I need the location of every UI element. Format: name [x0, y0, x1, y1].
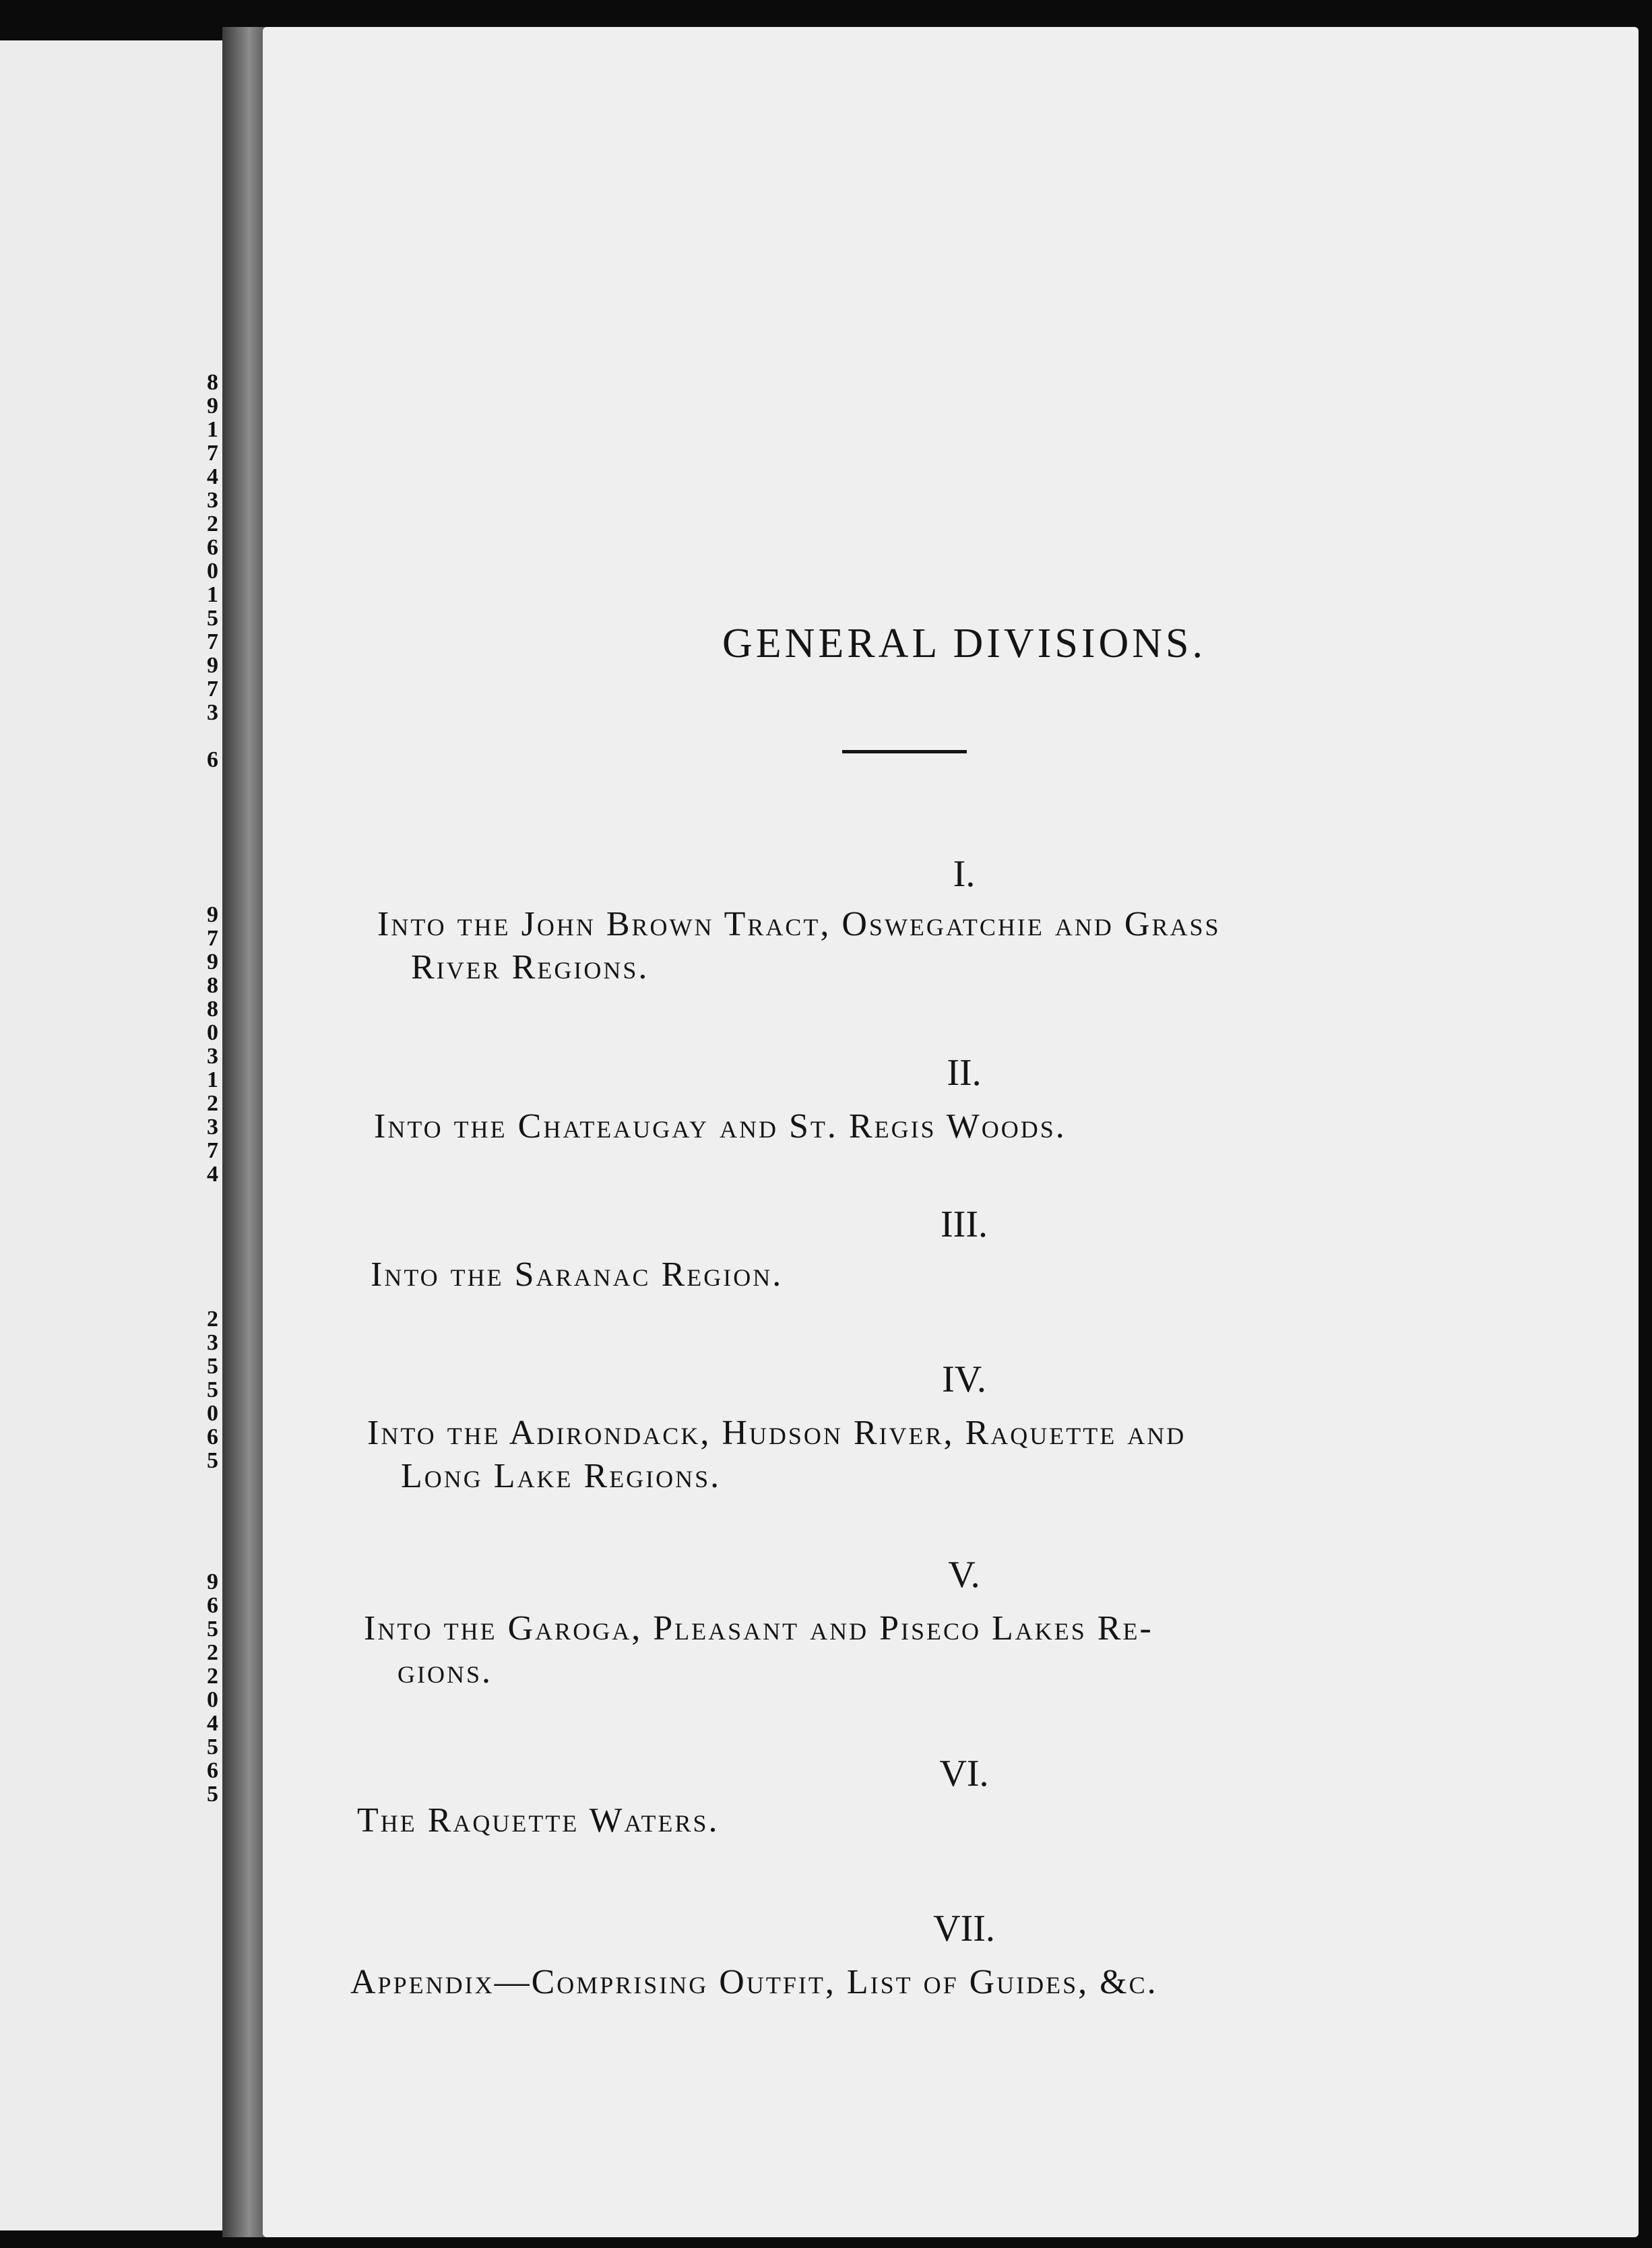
margin-digit: 9: [207, 394, 218, 418]
title-rule: [842, 750, 967, 753]
division-entry: [371, 1253, 1422, 1297]
margin-digit: 7: [207, 926, 218, 951]
margin-digit: 6: [207, 747, 218, 772]
margin-digit: 8: [207, 997, 218, 1022]
division-numeral: VI.: [939, 1753, 989, 1794]
margin-digit: 8: [207, 973, 218, 998]
margin-digit: 3: [207, 488, 218, 513]
margin-digit: 0: [207, 559, 218, 584]
margin-digit: 8: [207, 370, 218, 395]
margin-digit: 6: [207, 1425, 218, 1449]
division-numeral: IV.: [942, 1359, 986, 1400]
left-page-numbers-4: [191, 1570, 218, 1806]
margin-digit: 5: [207, 1448, 218, 1473]
division-entry: [350, 1961, 1563, 2004]
margin-digit: 0: [207, 1401, 218, 1426]
margin-digit: 3: [207, 1044, 218, 1069]
left-page-edge: [0, 40, 222, 2230]
margin-digit: 2: [207, 1091, 218, 1116]
margin-digit: 7: [207, 629, 218, 654]
left-page-numbers-1: [191, 371, 218, 772]
division-entry: [364, 1607, 1415, 1693]
division-numeral: III.: [941, 1204, 988, 1245]
margin-digit: 0: [207, 1020, 218, 1045]
page-title: GENERAL DIVISIONS.: [722, 621, 1206, 666]
margin-digit: 1: [207, 582, 218, 607]
division-line-cont: River Regions.: [411, 948, 649, 987]
margin-digit: 5: [207, 1377, 218, 1402]
division-line: The Raquette Waters.: [357, 1801, 720, 1840]
right-page: [263, 27, 1639, 2237]
margin-digit: 1: [207, 1067, 218, 1092]
division-numeral: VII.: [933, 1908, 995, 1949]
margin-digit: [191, 724, 218, 748]
division-line: Into the John Brown Tract, Oswegatchie and Grass: [377, 905, 1221, 943]
margin-digit: 9: [207, 1569, 218, 1594]
margin-digit: 0: [207, 1687, 218, 1712]
margin-digit: 9: [207, 902, 218, 927]
margin-digit: 7: [207, 441, 218, 466]
margin-digit: 4: [207, 464, 218, 489]
division-line-cont: Long Lake Regions.: [401, 1457, 722, 1495]
division-line: Into the Saranac Region.: [371, 1255, 784, 1294]
margin-digit: 5: [207, 1354, 218, 1379]
margin-digit: 9: [207, 653, 218, 678]
margin-digit: 2: [207, 1640, 218, 1665]
margin-digit: 7: [207, 1138, 218, 1163]
division-line: Into the Chateaugay and St. Regis Woods.: [374, 1107, 1067, 1146]
margin-digit: 5: [207, 606, 218, 631]
division-entry: [377, 903, 1428, 989]
division-line-cont: gions.: [398, 1652, 493, 1691]
margin-digit: 5: [207, 1617, 218, 1642]
margin-digit: 2: [207, 511, 218, 536]
margin-digit: 6: [207, 1593, 218, 1618]
margin-digit: 2: [207, 1307, 218, 1332]
margin-digit: 3: [207, 700, 218, 725]
division-line: Into the Adirondack, Hudson River, Raquette and: [367, 1414, 1186, 1452]
division-line: Appendix—Comprising Outfit, List of Guides, &c.: [350, 1963, 1158, 2001]
margin-digit: 5: [207, 1782, 218, 1807]
margin-digit: 4: [207, 1162, 218, 1187]
division-numeral: V.: [948, 1554, 980, 1596]
margin-digit: 6: [207, 535, 218, 560]
margin-digit: 3: [207, 1330, 218, 1355]
margin-digit: 6: [207, 1758, 218, 1783]
margin-digit: 1: [207, 417, 218, 442]
division-line: Into the Garoga, Pleasant and Piseco Lakes Re-: [364, 1609, 1153, 1648]
left-page-numbers-2: [191, 903, 218, 1186]
margin-digit: 7: [207, 677, 218, 701]
margin-digit: 4: [207, 1711, 218, 1736]
division-entry: [374, 1105, 1425, 1148]
division-numeral: II.: [947, 1052, 982, 1094]
margin-digit: 2: [207, 1664, 218, 1689]
margin-digit: 3: [207, 1115, 218, 1139]
division-entry: [367, 1412, 1418, 1498]
division-numeral: I.: [953, 853, 976, 895]
left-page-numbers-3: [191, 1307, 218, 1472]
margin-digit: 9: [207, 949, 218, 974]
margin-digit: 5: [207, 1735, 218, 1759]
division-entry: [357, 1799, 1408, 1842]
